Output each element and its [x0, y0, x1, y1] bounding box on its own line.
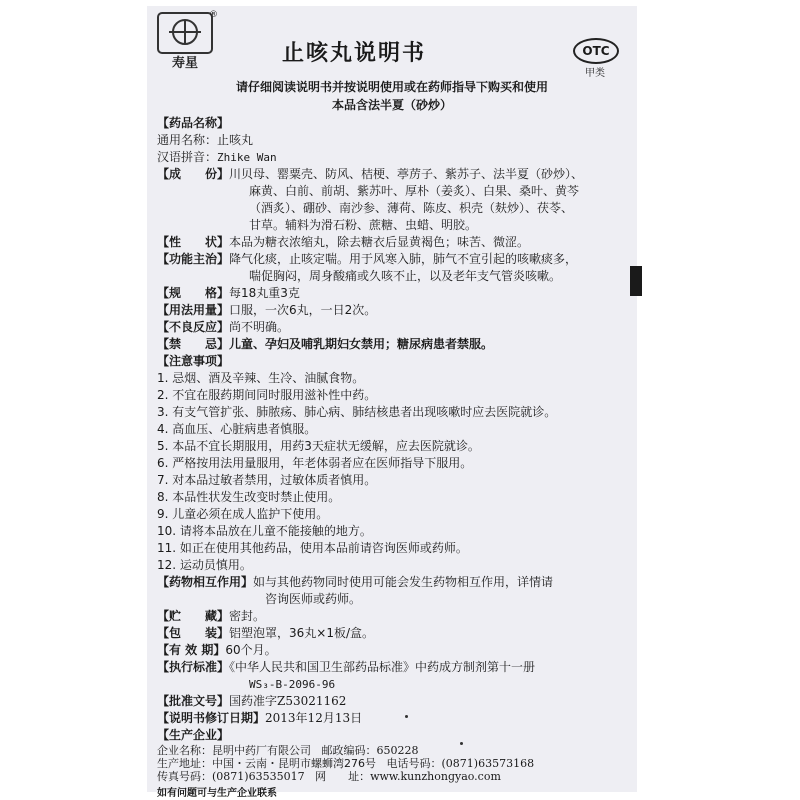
precaution-item: 1. 忌烟、酒及辛辣、生冷、油腻食物。	[157, 371, 365, 385]
precaution-item: 6. 严格按用法用量服用，年老体弱者应在医师指导下服用。	[157, 456, 473, 470]
interactions-line: 咨询医师或药师。	[265, 592, 362, 606]
ingredients-section	[157, 166, 627, 183]
section-label: 【成 份】	[157, 167, 230, 181]
print-speck	[460, 742, 463, 745]
indications-line: 喘促胸闷，周身酸痛或久咳不止，以及老年支气管炎咳嗽。	[249, 269, 562, 283]
section-label: 【贮 藏】	[157, 609, 230, 623]
approval-section	[157, 693, 627, 710]
adverse-section	[157, 319, 627, 336]
precaution-item: 3. 有支气管扩张、肺脓疡、肺心病、肺结核患者出现咳嗽时应去医院就诊。	[157, 405, 557, 419]
manufacturer-section	[157, 727, 627, 744]
company-logo	[157, 12, 213, 70]
indications-line: 降气化痰，止咳定喘。用于风寒入肺，肺气不宣引起的咳嗽痰多，	[229, 252, 578, 266]
otc-badge: OTC	[573, 38, 619, 64]
edge-marker	[630, 266, 642, 296]
section-value: 口服，一次6丸，一日2次。	[229, 303, 377, 317]
section-value: 60个月。	[225, 643, 277, 657]
standard-line: 《中华人民共和国卫生部药品标准》中药成方制剂第十一册	[229, 660, 536, 674]
section-label: 【禁 忌】	[157, 337, 230, 351]
address-row	[157, 757, 627, 770]
section-value: 密封。	[229, 609, 266, 623]
package-section	[157, 625, 627, 642]
section-label: 【包 装】	[157, 626, 230, 640]
precaution-item: 5. 本品不宜长期服用，用药3天症状无缓解，应去医院就诊。	[157, 439, 480, 453]
section-value: 儿童、孕妇及哺乳期妇女禁用；糖尿病患者禁服。	[229, 337, 494, 351]
revision-section	[157, 710, 627, 727]
field-value: (0871)63535017	[212, 770, 305, 783]
section-label: 【说明书修订日期】	[157, 711, 266, 725]
field-value: 650228	[376, 744, 419, 757]
field-label: 传真号码：	[157, 770, 212, 783]
validity-section	[157, 642, 627, 659]
field-value: 昆明中药厂有限公司	[212, 744, 311, 757]
ingredients-line: 川贝母、罂粟壳、防风、桔梗、葶苈子、紫苏子、法半夏（砂炒）、	[229, 167, 584, 181]
contraindications-section	[157, 336, 627, 353]
drug-name-section	[157, 115, 627, 132]
standard-section	[157, 659, 627, 676]
generic-name-row	[157, 132, 627, 149]
precaution-item: 12. 运动员慎用。	[157, 558, 252, 572]
fax-row	[157, 770, 627, 783]
field-value: 中国・云南・昆明市螺蛳湾276号	[212, 757, 376, 770]
field-value: Zhike Wan	[217, 151, 277, 164]
interactions-line: 如与其他药物同时使用可能会发生药物相互作用，详情请	[253, 575, 554, 589]
section-label: 【药物相互作用】	[157, 575, 254, 589]
section-label: 【执行标准】	[157, 660, 230, 674]
properties-section	[157, 234, 627, 251]
field-value: (0871)63573168	[441, 757, 535, 770]
section-label: 【规 格】	[157, 286, 230, 300]
footer-note: 如有问题可与生产企业联系	[157, 788, 277, 799]
section-value: 国药准字Z53021162	[229, 694, 347, 708]
ingredients-line: 甘草。辅料为滑石粉、蔗糖、虫蜡、明胶。	[249, 218, 478, 232]
ingredients-line: （酒炙）、硼砂、南沙参、薄荷、陈皮、枳壳（麸炒）、茯苓、	[249, 201, 574, 215]
section-value: 铝塑泡罩，36丸×1板/盒。	[229, 626, 375, 640]
precautions-section	[157, 353, 627, 370]
registered-mark: ®	[209, 10, 218, 20]
document-title: 止咳丸说明书	[282, 41, 427, 66]
field-label: 汉语拼音：	[157, 150, 218, 164]
section-value: 本品为糖衣浓缩丸，除去糖衣后显黄褐色；味苦、微涩。	[229, 235, 530, 249]
field-value: 止咳丸	[217, 133, 254, 147]
storage-section	[157, 608, 627, 625]
logo-text: 寿星	[171, 56, 199, 70]
precaution-item: 9. 儿童必须在成人监护下使用。	[157, 507, 329, 521]
field-label: 企业名称：	[157, 744, 212, 757]
section-label: 【功能主治】	[157, 252, 230, 266]
pinyin-row	[157, 149, 627, 166]
manufacturer-details	[157, 744, 627, 783]
section-label: 【药品名称】	[157, 116, 230, 130]
print-speck	[405, 715, 408, 718]
field-value: www.kunzhongyao.com	[370, 770, 501, 783]
company-row	[157, 744, 627, 757]
field-label: 电话号码：	[386, 757, 442, 770]
standard-line: WS₃-B-2096-96	[249, 678, 336, 691]
section-label: 【用法用量】	[157, 303, 230, 317]
leaflet-sheet	[147, 6, 637, 792]
warning-line: 请仔细阅读说明书并按说明使用或在药师指导下购买和使用	[235, 80, 548, 94]
section-value: 2013年12月13日	[265, 711, 363, 725]
dosage-section	[157, 302, 627, 319]
precaution-item: 4. 高血压、心脏病患者慎服。	[157, 422, 317, 436]
precaution-item: 2. 不宜在服药期间同时服用滋补性中药。	[157, 388, 377, 402]
otc-class: 甲类	[585, 68, 605, 79]
section-label: 【注意事项】	[157, 354, 230, 368]
section-value: 尚不明确。	[229, 320, 290, 334]
indications-section	[157, 251, 627, 268]
field-label: 生产地址：	[157, 757, 212, 770]
ingredients-line: 麻黄、白前、前胡、紫苏叶、厚朴（姜炙）、白果、桑叶、黄芩	[249, 184, 580, 198]
precaution-item: 7. 对本品过敏者禁用，过敏体质者慎用。	[157, 473, 377, 487]
section-label: 【有 效 期】	[157, 643, 226, 657]
section-label: 【不良反应】	[157, 320, 230, 334]
section-label: 【批准文号】	[157, 694, 230, 708]
interactions-section	[157, 574, 627, 591]
section-label: 【生产企业】	[157, 728, 230, 742]
precaution-item: 11. 如正在使用其他药品，使用本品前请咨询医师或药师。	[157, 541, 468, 555]
specification-section	[157, 285, 627, 302]
section-label: 【性 状】	[157, 235, 230, 249]
field-label: 通用名称：	[157, 133, 218, 147]
precaution-item: 8. 本品性状发生改变时禁止使用。	[157, 490, 341, 504]
precaution-item: 10. 请将本品放在儿童不能接触的地方。	[157, 524, 372, 538]
section-value: 每18丸重3克	[229, 286, 300, 300]
field-label: 网 址：	[315, 770, 371, 783]
contains-line: 本品含法半夏（砂炒）	[331, 98, 452, 112]
field-label: 邮政编码：	[321, 744, 377, 757]
